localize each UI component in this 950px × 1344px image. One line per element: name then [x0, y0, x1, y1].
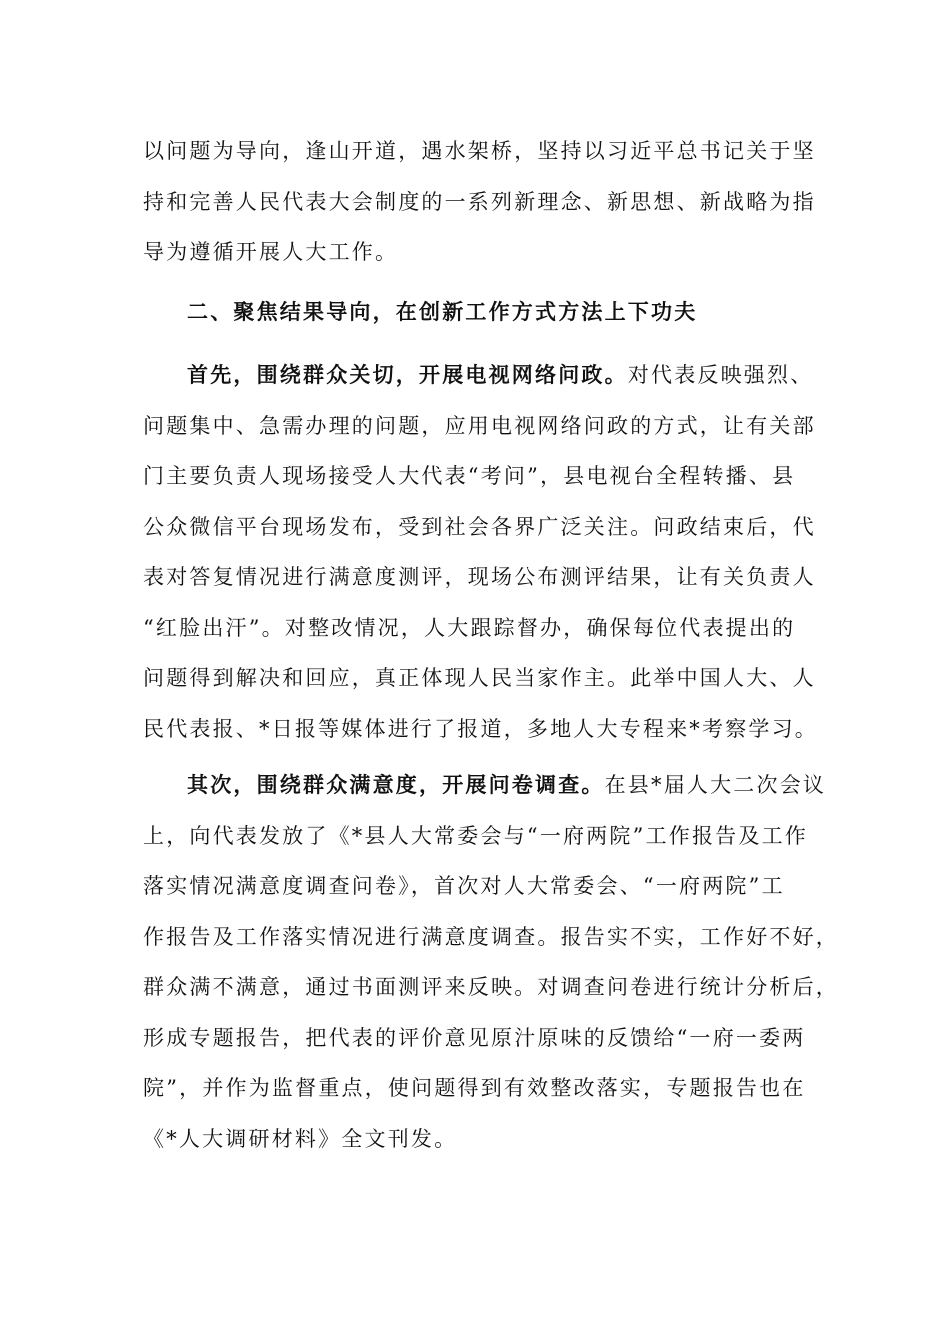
first-line-rest: 对代表反映强烈、: [627, 363, 814, 387]
text-line: 落实情况满意度调查问卷》，首次对人大常委会、“一府两院”工: [143, 874, 785, 898]
text-line: 公众微信平台现场发布，受到社会各界广泛关注。问政结束后，代: [143, 514, 816, 539]
first-line-rest: 在县*届人大二次会议: [604, 773, 827, 797]
text-line: 导为遵循开展人大工作。: [143, 240, 399, 264]
paragraph-intro: [143, 126, 823, 278]
text-line: 持和完善人民代表大会制度的一系列新理念、新思想、新战略为指: [143, 189, 816, 214]
text-line: 上，向代表发放了《*县人大常委会与“一府两院”工作报告及工作: [143, 823, 808, 848]
text-line: 表对答复情况进行满意度测评，现场公布测评结果，让有关负责人: [143, 565, 816, 589]
text-line: 民代表报、*日报等媒体进行了报道，多地人大专程来*考察学习。: [143, 716, 818, 741]
paragraph-lead: 首先，围绕群众关切，开展电视网络问政。: [187, 362, 628, 387]
text-line: 《*人大调研材料》全文刊发。: [143, 1126, 458, 1151]
text-line: [143, 350, 823, 401]
text-line: 群众满不满意，通过书面测评来反映。对调查问卷进行统计分析后，: [143, 975, 839, 999]
text-line: “红脸出汗”。对整改情况，人大跟踪督办，确保每位代表提出的: [143, 615, 796, 640]
text-line: 形成专题报告，把代表的评价意见原汁原味的反馈给“一府一委两: [143, 1025, 806, 1050]
section-heading-text: 二、聚焦结果导向，在创新工作方式方法上下功夫: [187, 299, 698, 324]
text-line: 问题得到解决和回应，真正体现人民当家作主。此举中国人大、人: [143, 666, 816, 690]
text-line: 以问题为导向，逢山开道，遇水架桥，坚持以习近平总书记关于坚: [143, 139, 816, 163]
paragraph-lead: 其次，围绕群众满意度，开展问卷调查。: [187, 772, 605, 797]
text-line: [143, 760, 827, 811]
text-line: 门主要负责人现场接受人大代表“考问”，县电视台全程转播、县: [143, 464, 796, 488]
text-line: 院”，并作为监督重点，使问题得到有效整改落实，专题报告也在: [143, 1076, 806, 1100]
section-heading: [143, 287, 823, 338]
paragraph-tv-inquiry: [143, 350, 823, 754]
text-line: 作报告及工作落实情况进行满意度调查。报告实不实，工作好不好，: [143, 924, 839, 949]
text-line: 问题集中、急需办理的问题，应用电视网络问政的方式，让有关部: [143, 413, 816, 438]
paragraph-survey: [143, 760, 839, 1164]
